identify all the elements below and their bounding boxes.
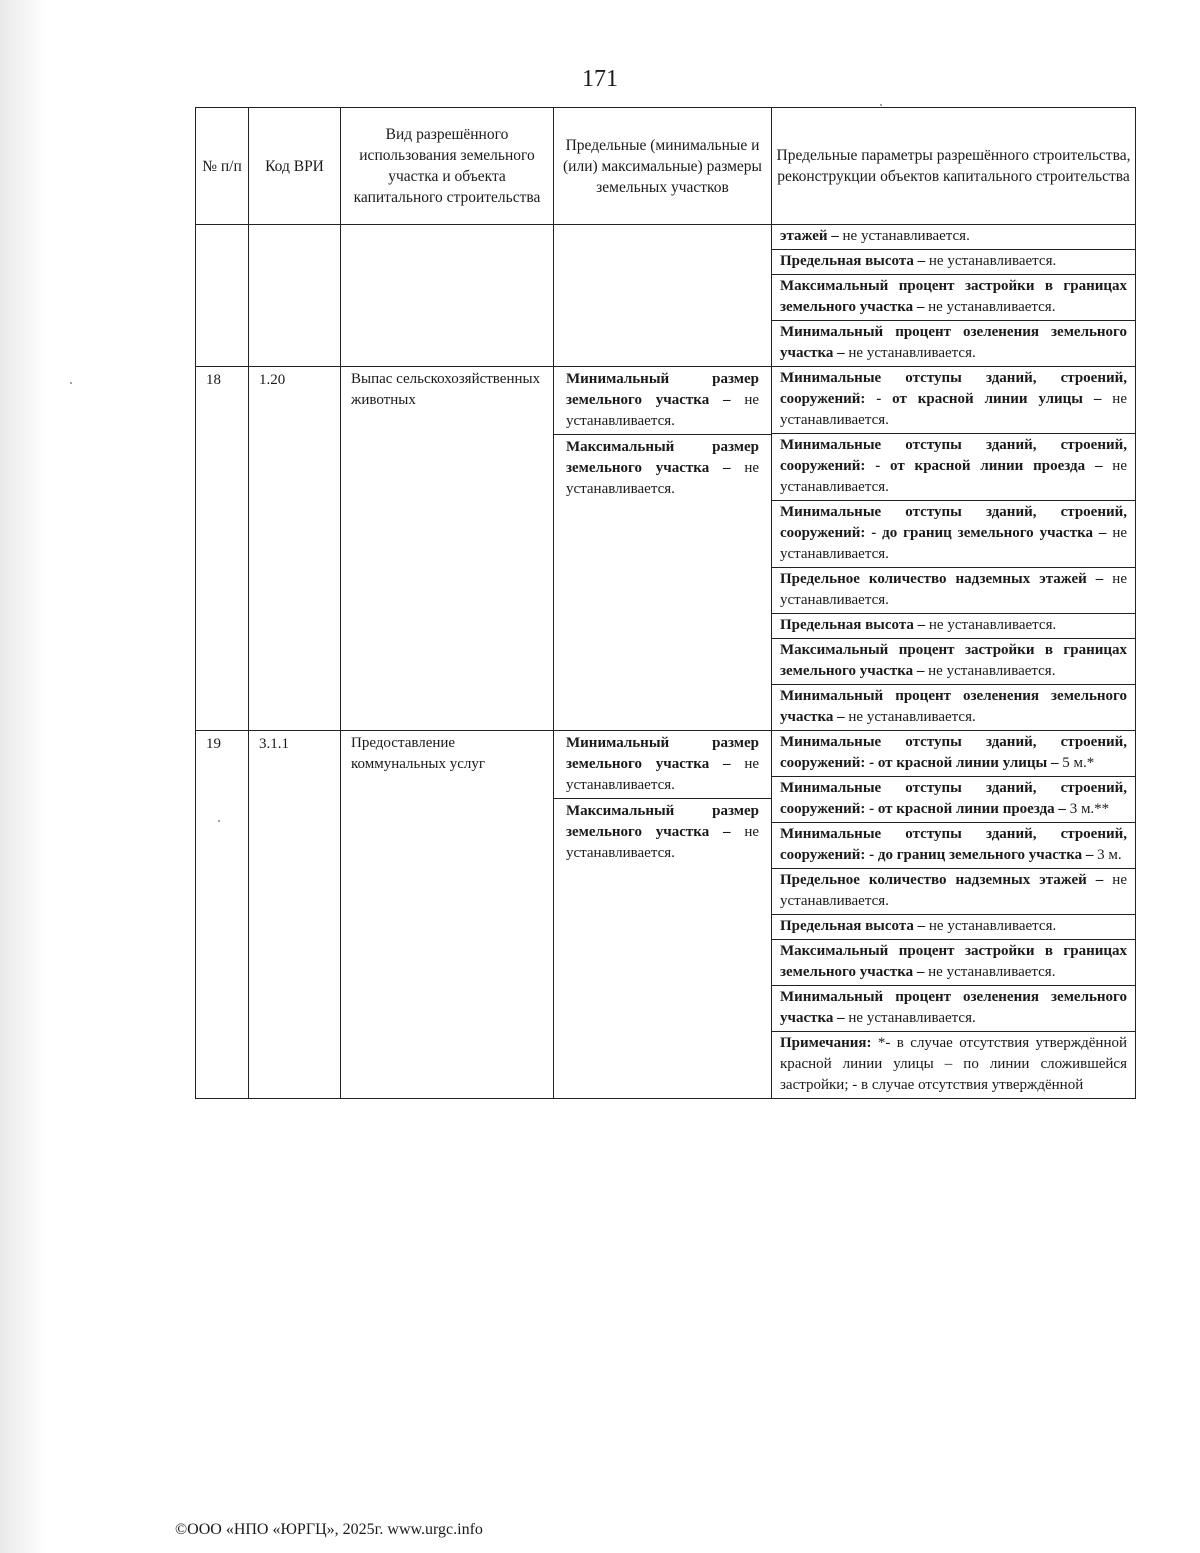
header-use: Вид разрешённого использования земельного участка и объекта капитального строительства [341,108,554,225]
notes-item: Примечания: *- в случае отсутствия утверждённой красной линии улицы – по линии сложившейся застройки; - в случае отсутствия утверждённой [780,1035,1127,1093]
param-item: Минимальный процент озеленения земельного участка – не устанавливается. [780,688,1127,725]
table-row-continuation [196,225,1136,367]
table-header-row [196,108,1136,225]
scan-speck [70,382,72,384]
footer-copyright: ©ООО «НПО «ЮРГЦ», 2025г. www.urgc.info [175,1521,483,1538]
regulations-table [195,107,1136,1099]
header-sizes: Предельные (минимальные и (или) максимальные) размеры земельных участков [554,108,772,225]
param-item: Минимальные отступы зданий, строений, сооружений: - от красной линии проезда – не устанавливается. [772,434,1135,501]
cell-use: Предоставление коммунальных услуг [341,731,554,1099]
scan-speck [880,104,882,106]
cell-params [772,225,1136,367]
table-row-18 [196,367,1136,731]
param-item: Предельная высота – не устанавливается. [772,614,1135,639]
scan-edge-shadow [0,0,46,1553]
cell-use: Выпас сельскохозяйственных животных [341,367,554,731]
param-item: Минимальные отступы зданий, строений, сооружений: - до границ земельного участка – не устанавливается. [772,501,1135,568]
cell-num: 18 [196,367,249,731]
size-item: Минимальный размер земельного участка – не устанавливается. [554,731,771,799]
param-item: Максимальный процент застройки в границах земельного участка – не устанавливается. [772,639,1135,685]
cell-use [341,225,554,367]
param-item: Минимальные отступы зданий, строений, сооружений: - до границ земельного участка – 3 м. [772,823,1135,869]
param-item: Предельное количество надземных этажей – не устанавливается. [772,568,1135,614]
param-item: этажей – не устанавливается. [772,225,1135,250]
cell-code [249,225,341,367]
param-item: Предельная высота – не устанавливается. [772,915,1135,940]
size-item: Максимальный размер земельного участка – не устанавливается. [566,439,760,497]
table-row-19 [196,731,1136,1099]
size-item: Максимальный размер земельного участка – не устанавливается. [566,803,760,861]
cell-num: 19 [196,731,249,1099]
cell-sizes [554,731,772,1099]
cell-params [772,367,1136,731]
param-item: Минимальный процент озеленения земельного участка – не устанавливается. [772,986,1135,1032]
param-item: Минимальные отступы зданий, строений, сооружений: - от красной линии проезда – 3 м.** [772,777,1135,823]
param-item: Предельная высота – не устанавливается. [772,250,1135,275]
header-num: № п/п [196,108,249,225]
header-params: Предельные параметры разрешённого строительства, реконструкции объектов капитального строительства [772,108,1136,225]
cell-sizes [554,367,772,731]
param-item: Предельное количество надземных этажей – не устанавливается. [772,869,1135,915]
header-code: Код ВРИ [249,108,341,225]
param-item: Минимальный процент озеленения земельного участка – не устанавливается. [780,324,1127,361]
cell-num [196,225,249,367]
cell-params [772,731,1136,1099]
cell-sizes [554,225,772,367]
cell-code: 1.20 [249,367,341,731]
cell-code: 3.1.1 [249,731,341,1099]
size-item: Минимальный размер земельного участка – не устанавливается. [554,367,771,435]
param-item: Максимальный процент застройки в границах земельного участка – не устанавливается. [772,275,1135,321]
param-item: Минимальные отступы зданий, строений, сооружений: - от красной линии улицы – 5 м.* [772,731,1135,777]
param-item: Минимальные отступы зданий, строений, сооружений: - от красной линии улицы – не устанавливается. [772,367,1135,434]
page-number: 171 [582,66,618,92]
param-item: Максимальный процент застройки в границах земельного участка – не устанавливается. [772,940,1135,986]
